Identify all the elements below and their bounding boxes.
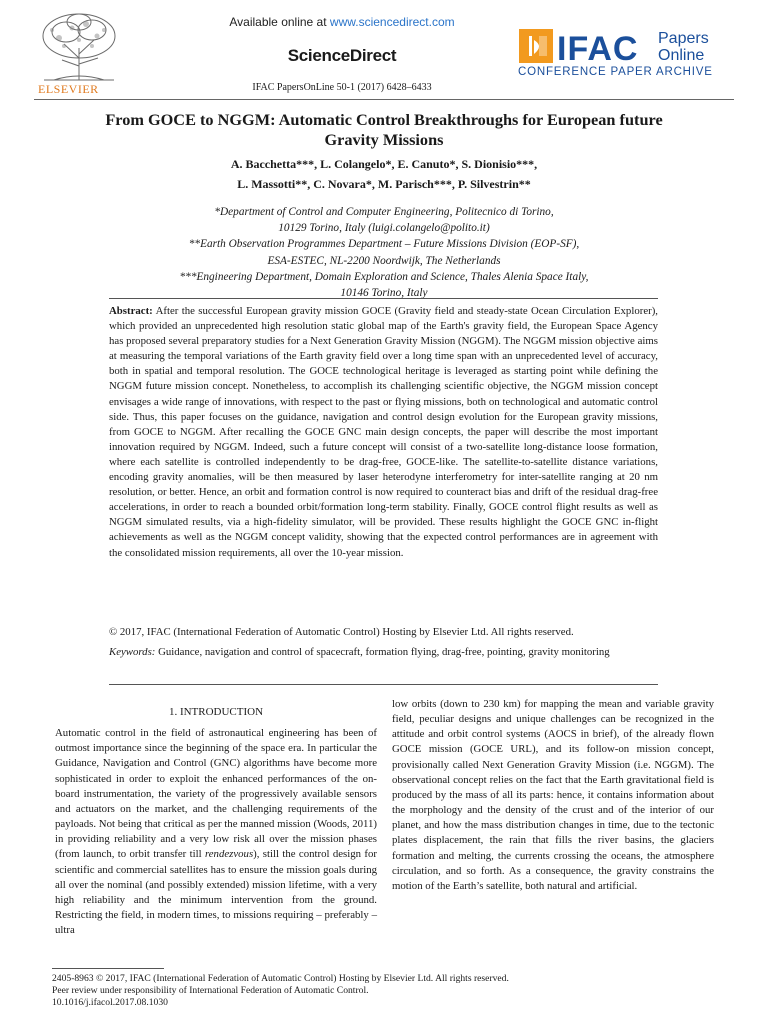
abstract-copyright: © 2017, IFAC (International Federation of Automatic Control) Hosting by Elsevier Ltd. All rights reserved. [109, 626, 574, 638]
footer-doi[interactable]: 10.1016/j.ifacol.2017.08.1030 [52, 997, 168, 1009]
keywords [109, 645, 658, 660]
page-footer [52, 973, 712, 1010]
affiliation-line: ***Engineering Department, Domain Exploration and Science, Thales Alenia Space Italy, [179, 270, 589, 283]
journal-citation: IFAC PapersOnLine 50-1 (2017) 6428–6433 [252, 82, 432, 93]
header-divider [34, 99, 734, 100]
title-line: Gravity Missions [324, 130, 444, 149]
author-list [40, 154, 728, 194]
authors-line: L. Massotti**, C. Novara*, M. Parisch***, P. Silvestrin** [237, 177, 531, 191]
affiliation-line: 10146 Torino, Italy [340, 287, 428, 300]
svg-text:Online: Online [658, 47, 705, 64]
footer-divider [52, 968, 164, 969]
keywords-text: Guidance, navigation and control of spacecraft, formation flying, drag-free, pointing, gravity monitoring [155, 646, 610, 658]
title-line: From GOCE to NGGM: Automatic Control Breakthroughs for European future [105, 110, 663, 129]
sciencedirect-wordmark: ScienceDirect [287, 46, 397, 65]
authors-line: A. Bacchetta***, L. Colangelo*, E. Canuto*, S. Dionisio***, [230, 157, 538, 171]
paper-title [40, 110, 728, 150]
available-prefix: Available online at [229, 15, 330, 29]
footer-copyright: 2405-8963 © 2017, IFAC (International Federation of Automatic Control) Hosting by Elsevier Ltd. All rights reserved. [52, 973, 509, 984]
svg-text:IFAC: IFAC [557, 30, 639, 68]
affiliations [40, 204, 728, 301]
intro-paragraph-left [55, 726, 377, 938]
ifac-archive-tagline: CONFERENCE PAPER ARCHIVE [518, 66, 713, 78]
affiliation-line: *Department of Control and Computer Engineering, Politecnico di Torino, [214, 206, 554, 218]
keywords-label: Keywords: [109, 646, 156, 658]
affiliation-line: ESA-ESTEC, NL-2200 Noordwijk, The Netherlands [267, 254, 501, 267]
intro-italic-term: rendezvous [204, 848, 254, 861]
svg-text:Papers: Papers [658, 30, 709, 47]
section-heading: 1. INTRODUCTION [168, 706, 264, 718]
sciencedirect-link[interactable]: www.sciencedirect.com [329, 15, 455, 29]
abstract [109, 304, 658, 561]
affiliation-line: **Earth Observation Programmes Department – Future Missions Division (EOP-SF), [188, 238, 580, 251]
elsevier-wordmark: ELSEVIER [38, 82, 99, 96]
abstract-label: Abstract: [109, 305, 153, 317]
footer-peer-review: Peer review under responsibility of International Federation of Automatic Control. [52, 985, 369, 997]
abstract-text: After the successful European gravity mission GOCE (Gravity field and steady-state Ocean Circulation Explorer), which provided an unprecedented high resolution static global map of the Earth's gravity field, the European Space Agency has proposed several preparatory studies for a Next Generation Gravity Mission (NGGM). The NGGM mission objective aims at measuring the temporal variations of the Earth gravity field over a long time span with an unprecedented level of accuracy, both in spatial and temporal resolution. The GOCE technological heritage is leveraged as starting point while defining the NGGM future mission concept. Nonetheless, to accomplish its challenging scientific objective, the NGGM mission concept envisages a wide range of innovations, with respect to the past or flying missions, both on technological and automatic control side. Thus, this paper focuses on the guidance, navigation and control design evolution for the European gravity missions, from GOCE to NGGM. After recalling the GOCE GNC main design concepts, the paper will describe the most important innovation required by NGGM. Indeed, such a future concept will consist of a two-satellite long-distance loose formation, where each satellite is controlled independently to be drag-free, GOCE-like. The satellite-to-satellite distance variations, encoding gravity anomalies, will be then measured by laser heterodyne interferometry for inter-satellite ranging at 20 nm resolution, or better. Hence, an orbit and formation control is now required to counteract bias and drift of the residual drag-free accelerations, in order to reach a bounded orbit/formation long-term stability. Finally, GOCE control flight results as well as NGGM simulated results, via a high-fidelity simulator, will be provided. These results highlight the GOCE GNC in-flight achievements as well as the NGGM concept validity, showing that the expected control performances are in agreement with the consolidated mission requirements, all over the 10-year mission. [109, 305, 658, 559]
left-column [55, 705, 377, 938]
affiliation-line: 10129 Torino, Italy (luigi.colangelo@polito.it) [278, 222, 490, 235]
intro-text-part: ), still the control design for scientific and commercial satellites has to ensure the mission goals during all over the nominal (and possibly extended) mission lifetime, with a very high reliability and the minimum intervention from the ground. Restricting the field, in modern times, to missions requiring – preferably – ultra [55, 848, 377, 937]
intro-paragraph-right: low orbits (down to 230 km) for mapping the mean and variable gravity field, peculiar designs and unique challenges can be recognized in the attitude and orbit control systems (AOCS in brief), of the already flown GOCE mission (GOCE URL), and its follow-on mission concept, provisionally called Next Generation Gravity Mission (i.e. NGGM). The observational concept relies on the fact that the Earth gravitational field is produced by the mass of all its parts: hence, it contains information about the morphology and the density of the crust and of the interior of our planet, and how the mass distribution changes in time, due to the tectonic plates displacement, the rain that fills the river basins, the glaciers formation and melting, the currents crossing the oceans, the atmosphere circulation, and so forth. As a consequence, the gravity constrains the motion of the Earth’s satellite, both natural and artificial. [392, 698, 714, 892]
right-column [392, 697, 714, 894]
intro-text-part: Automatic control in the field of astronautical engineering has been of outmost importance since the beginning of the space era. In particular the Guidance, Navigation and Control (GNC) algorithms have become more sophisticated in order to exploit the enhanced performances of the on-board instrumentation, the variety of the progressively available sensors and actuators on the market, and the challenging requirements of the payloads. Not being that critical as per the manned mission (Woods, 2011) in providing reliability and a very low risk all over the mission phases (from launch, to orbit transfer till [55, 727, 377, 861]
